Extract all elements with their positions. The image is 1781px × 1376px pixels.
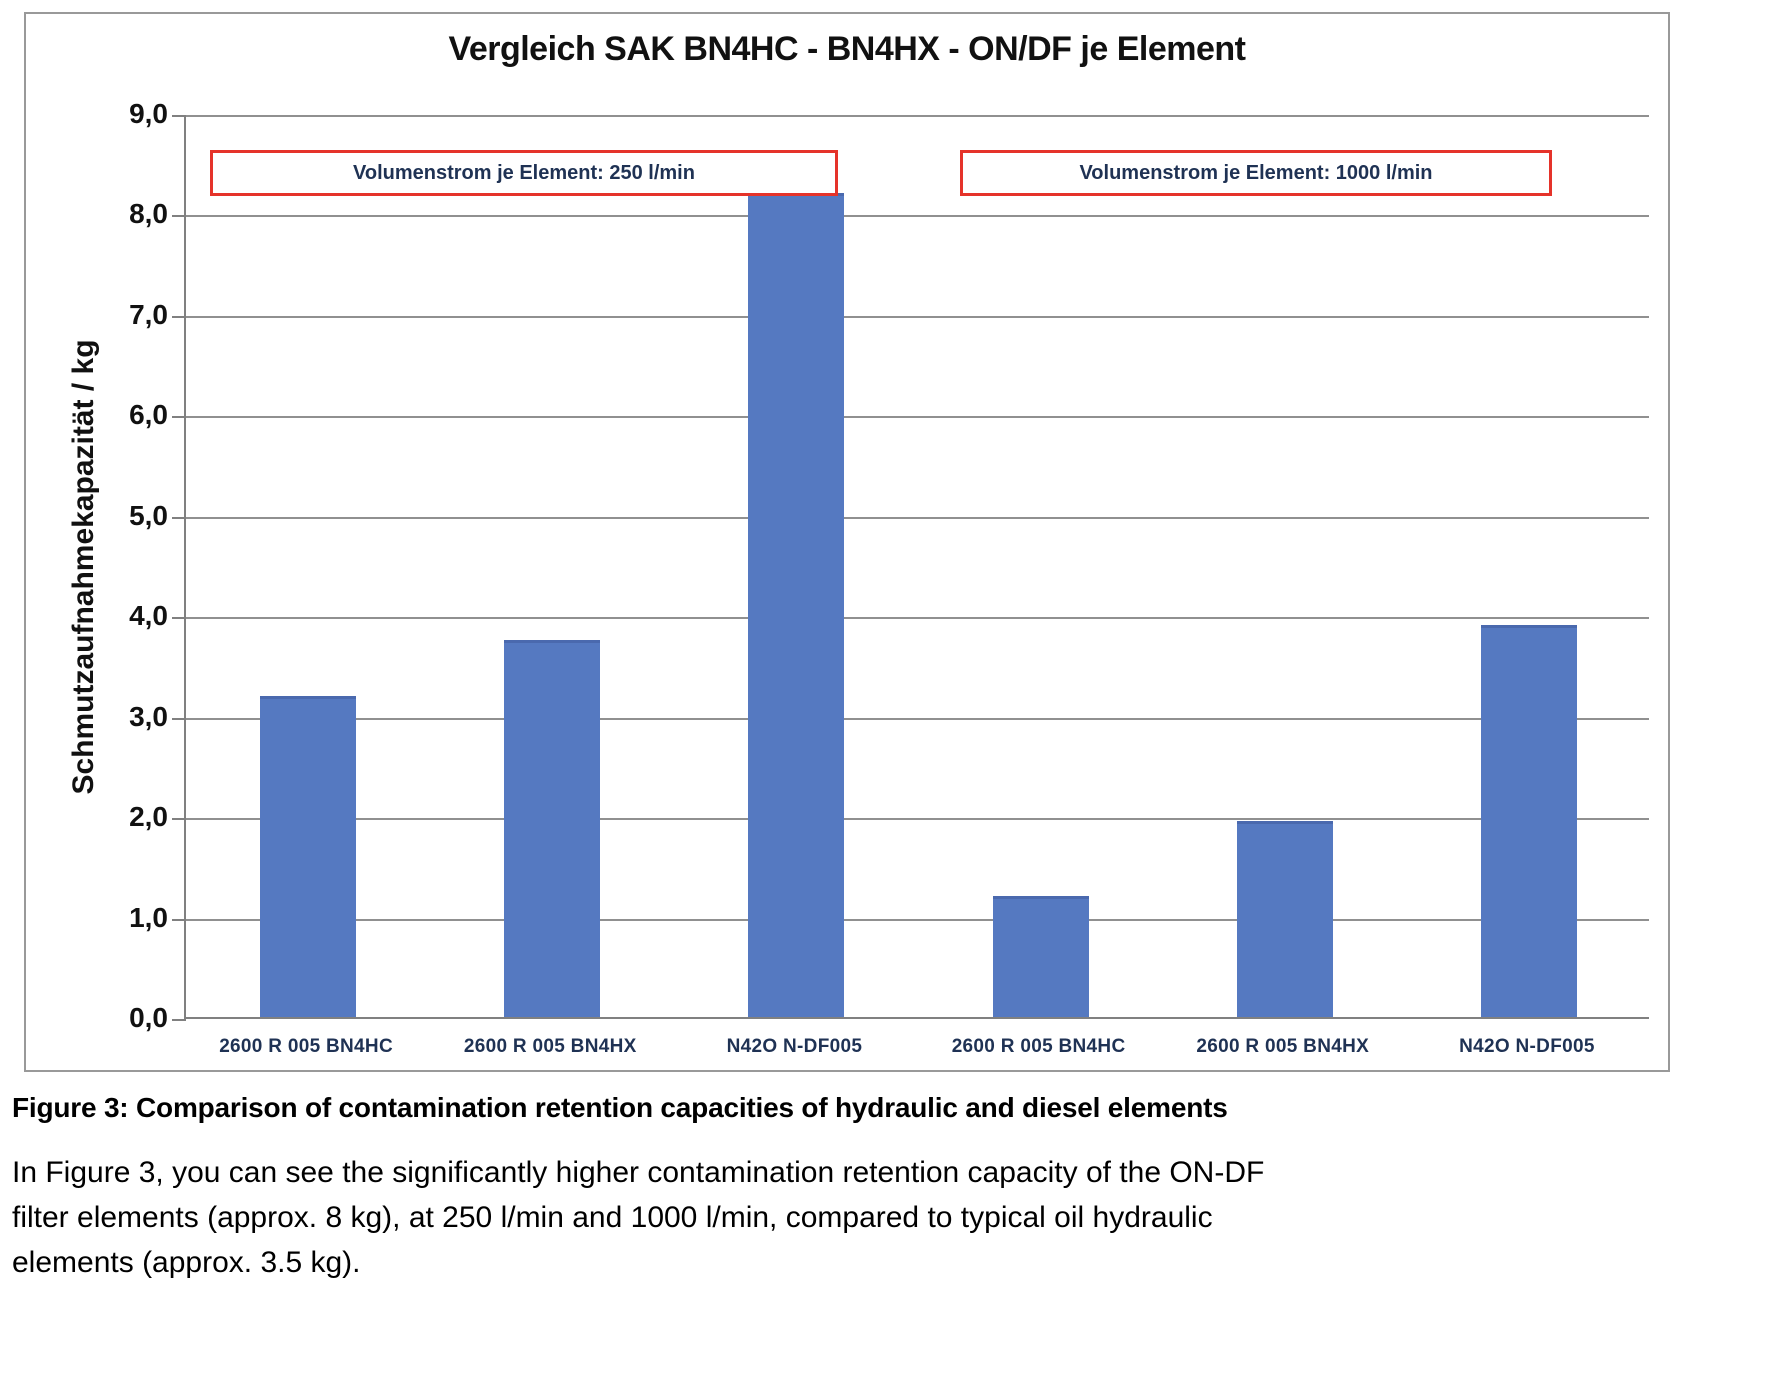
- gridline-3: [186, 718, 1649, 720]
- figure-description-line-2: filter elements (approx. 8 kg), at 250 l/min and 1000 l/min, compared to typical oil hydraulic: [12, 1201, 1213, 1234]
- gridline-2: [186, 818, 1649, 820]
- x-category-label-4: 2600 R 005 BN4HC: [951, 1036, 1126, 1057]
- y-axis-title: Schmutzaufnahmekapazität / kg: [67, 339, 100, 795]
- gridline-4: [186, 617, 1649, 619]
- annotation-label-250lmin: Volumenstrom je Element: 250 l/min: [353, 161, 695, 184]
- bar-5: [1237, 821, 1333, 1017]
- y-tick-mark-1: [172, 919, 186, 921]
- figure-description-line-3: elements (approx. 3.5 kg).: [12, 1246, 361, 1279]
- y-tick-label-5-0: 5,0: [129, 499, 168, 531]
- chart-title: Vergleich SAK BN4HC - BN4HX - ON/DF je Element: [448, 30, 1246, 68]
- gridline-5: [186, 517, 1649, 519]
- chart-frame: [24, 12, 1670, 1072]
- bar-2: [504, 640, 600, 1017]
- y-tick-label-1-0: 1,0: [129, 901, 168, 933]
- y-tick-label-9-0: 9,0: [129, 98, 168, 129]
- y-tick-mark-9: [172, 115, 186, 117]
- bar-3: [748, 193, 844, 1017]
- bar-1: [260, 696, 356, 1017]
- y-tick-label-8-0: 8,0: [129, 198, 168, 230]
- annotation-box-1000lmin: [960, 150, 1552, 196]
- annotation-label-1000lmin: Volumenstrom je Element: 1000 l/min: [1079, 161, 1433, 184]
- y-tick-mark-0: [172, 1019, 186, 1021]
- figure-caption: Figure 3: Comparison of contamination retention capacities of hydraulic and diesel elements: [12, 1092, 1228, 1123]
- gridline-8: [186, 215, 1649, 217]
- x-category-label-2: 2600 R 005 BN4HX: [463, 1036, 637, 1057]
- figure-description-line-1: In Figure 3, you can see the significantly higher contamination retention capacity of the ON-DF: [12, 1156, 1265, 1189]
- gridline-6: [186, 416, 1649, 418]
- annotation-box-250lmin: [210, 150, 838, 196]
- bar-4: [993, 896, 1089, 1017]
- y-tick-label-6-0: 6,0: [129, 399, 168, 431]
- y-tick-mark-5: [172, 517, 186, 519]
- y-tick-mark-7: [172, 316, 186, 318]
- x-category-label-3: N42O N-DF005: [726, 1036, 863, 1057]
- y-tick-label-0-0: 0,0: [129, 1002, 168, 1033]
- x-category-label-5: 2600 R 005 BN4HX: [1196, 1036, 1370, 1057]
- bar-6: [1481, 625, 1577, 1017]
- y-tick-label-7-0: 7,0: [129, 298, 168, 330]
- plot-area: [184, 115, 1649, 1019]
- y-tick-mark-2: [172, 818, 186, 820]
- y-tick-label-4-0: 4,0: [129, 600, 168, 632]
- x-category-label-1: 2600 R 005 BN4HC: [219, 1036, 393, 1057]
- gridline-9: [186, 115, 1649, 117]
- gridline-7: [186, 316, 1649, 318]
- y-tick-mark-3: [172, 718, 186, 720]
- y-tick-label-3-0: 3,0: [129, 700, 168, 732]
- gridline-1: [186, 919, 1649, 921]
- figure-description: [12, 1150, 1772, 1285]
- x-category-label-6: N42O N-DF005: [1459, 1036, 1595, 1057]
- y-tick-mark-4: [172, 617, 186, 619]
- y-tick-mark-6: [172, 416, 186, 418]
- y-tick-mark-8: [172, 215, 186, 217]
- y-tick-label-2-0: 2,0: [129, 801, 168, 833]
